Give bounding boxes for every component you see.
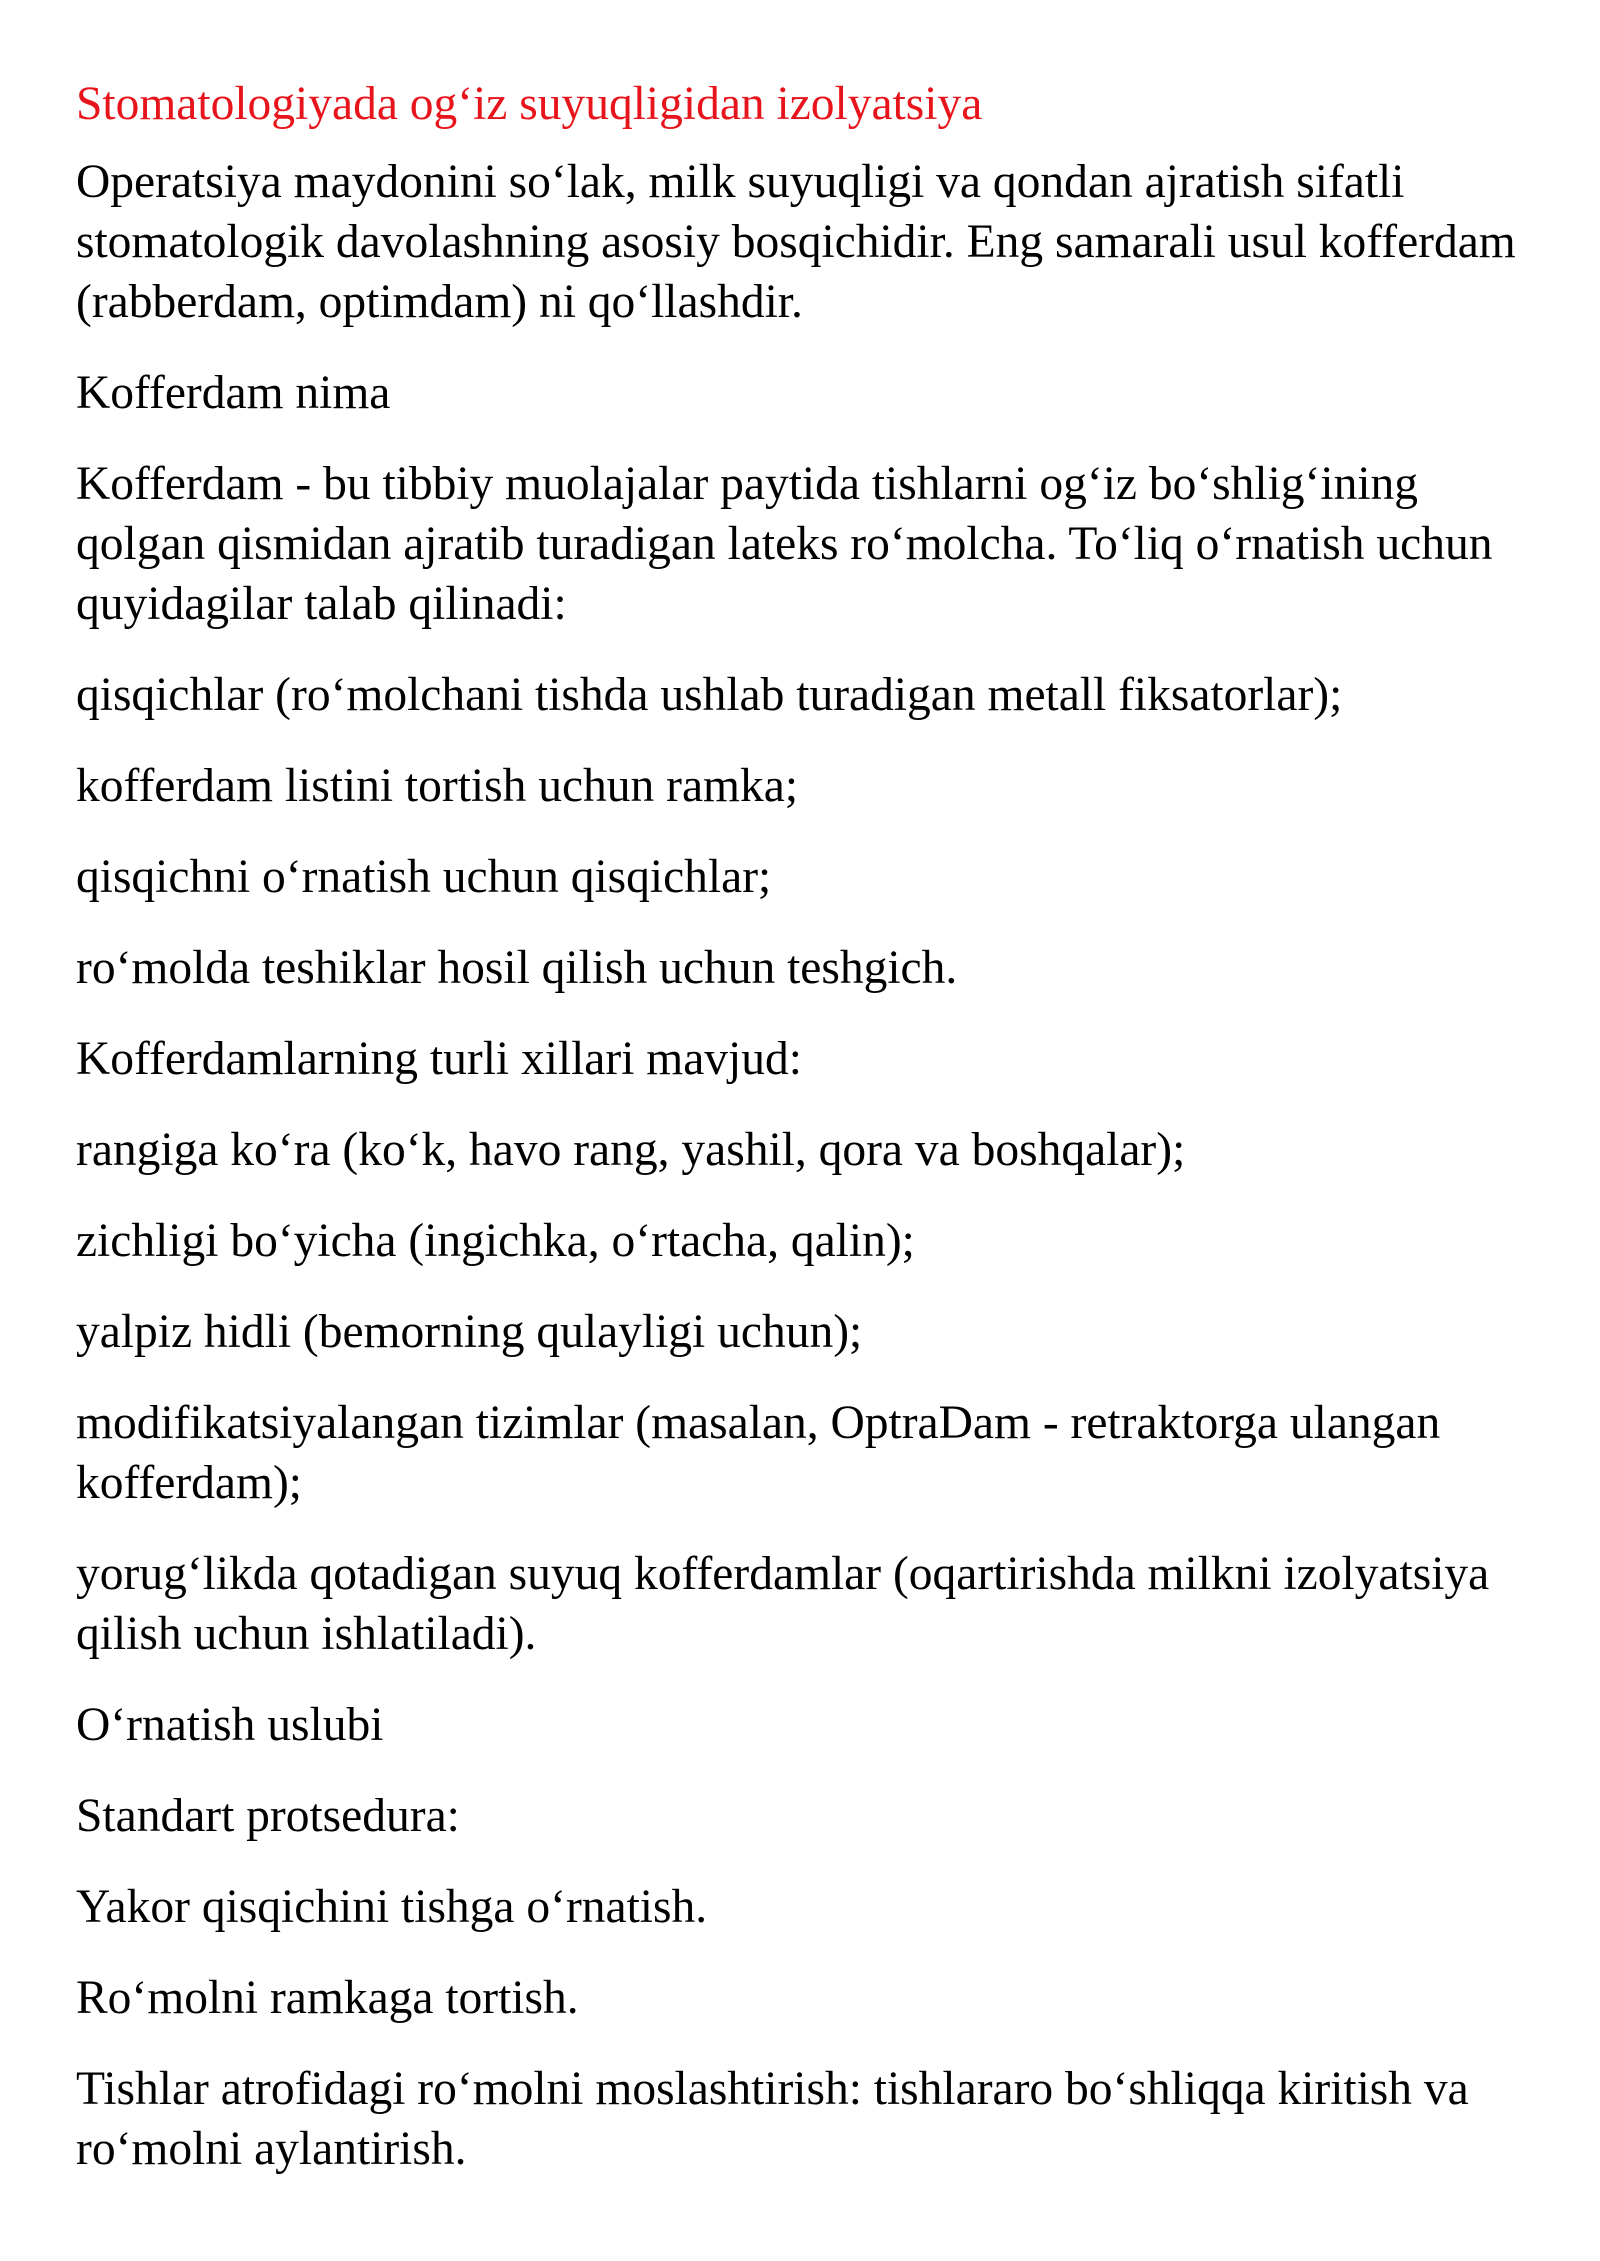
type-item: yalpiz hidli (bemorning qulayligi uchun); xyxy=(76,1306,863,1358)
requirement-item: ro‘molda teshiklar hosil qilish uchun teshgich. xyxy=(76,942,958,994)
type-item: rangiga ko‘ra (ko‘k, havo rang, yashil, qora va boshqalar); xyxy=(76,1124,1186,1176)
document-page xyxy=(76,74,1536,2210)
procedure-step: Tishlar atrofidagi ro‘molni moslashtirish: tishlararo bo‘shliqqa kiritish va ro‘molni aylantirish. xyxy=(76,2063,1469,2175)
procedure-step: Ro‘molni ramkaga tortish. xyxy=(76,1972,579,2024)
definition-paragraph: Kofferdam - bu tibbiy muolajalar paytida tishlarni og‘iz bo‘shlig‘ining qolgan qismidan ajratib turadigan lateks ro‘molcha. To‘liq o‘rnatish uchun quyidagilar talab qilinadi: xyxy=(76,458,1493,630)
type-item: zichligi bo‘yicha (ingichka, o‘rtacha, qalin); xyxy=(76,1215,915,1267)
requirement-item: qisqichlar (ro‘molchani tishda ushlab turadigan metall fiksatorlar); xyxy=(76,669,1343,721)
intro-paragraph: Operatsiya maydonini so‘lak, milk suyuqligi va qondan ajratish sifatli stomatologik davolashning asosiy bosqichidir. Eng samarali usul kofferdam (rabberdam, optimdam) ni qo‘llashdir. xyxy=(76,156,1516,328)
procedure-step: Yakor qisqichini tishga o‘rnatish. xyxy=(76,1881,708,1933)
section-heading-ornatish: O‘rnatish uslubi xyxy=(76,1699,384,1751)
procedure-intro: Standart protsedura: xyxy=(76,1790,460,1842)
requirement-item: qisqichni o‘rnatish uchun qisqichlar; xyxy=(76,851,772,903)
section-heading-kofferdam-nima: Kofferdam nima xyxy=(76,367,391,419)
requirement-item: kofferdam listini tortish uchun ramka; xyxy=(76,760,799,812)
type-item: yorug‘likda qotadigan suyuq kofferdamlar (oqartirishda milkni izolyatsiya qilish uchun ishlatiladi). xyxy=(76,1548,1490,1660)
page-title: Stomatologiyada og‘iz suyuqligidan izolyatsiya xyxy=(76,78,983,130)
type-item: modifikatsiyalangan tizimlar (masalan, OptraDam - retraktorga ulangan kofferdam); xyxy=(76,1397,1441,1509)
types-intro: Kofferdamlarning turli xillari mavjud: xyxy=(76,1033,802,1085)
